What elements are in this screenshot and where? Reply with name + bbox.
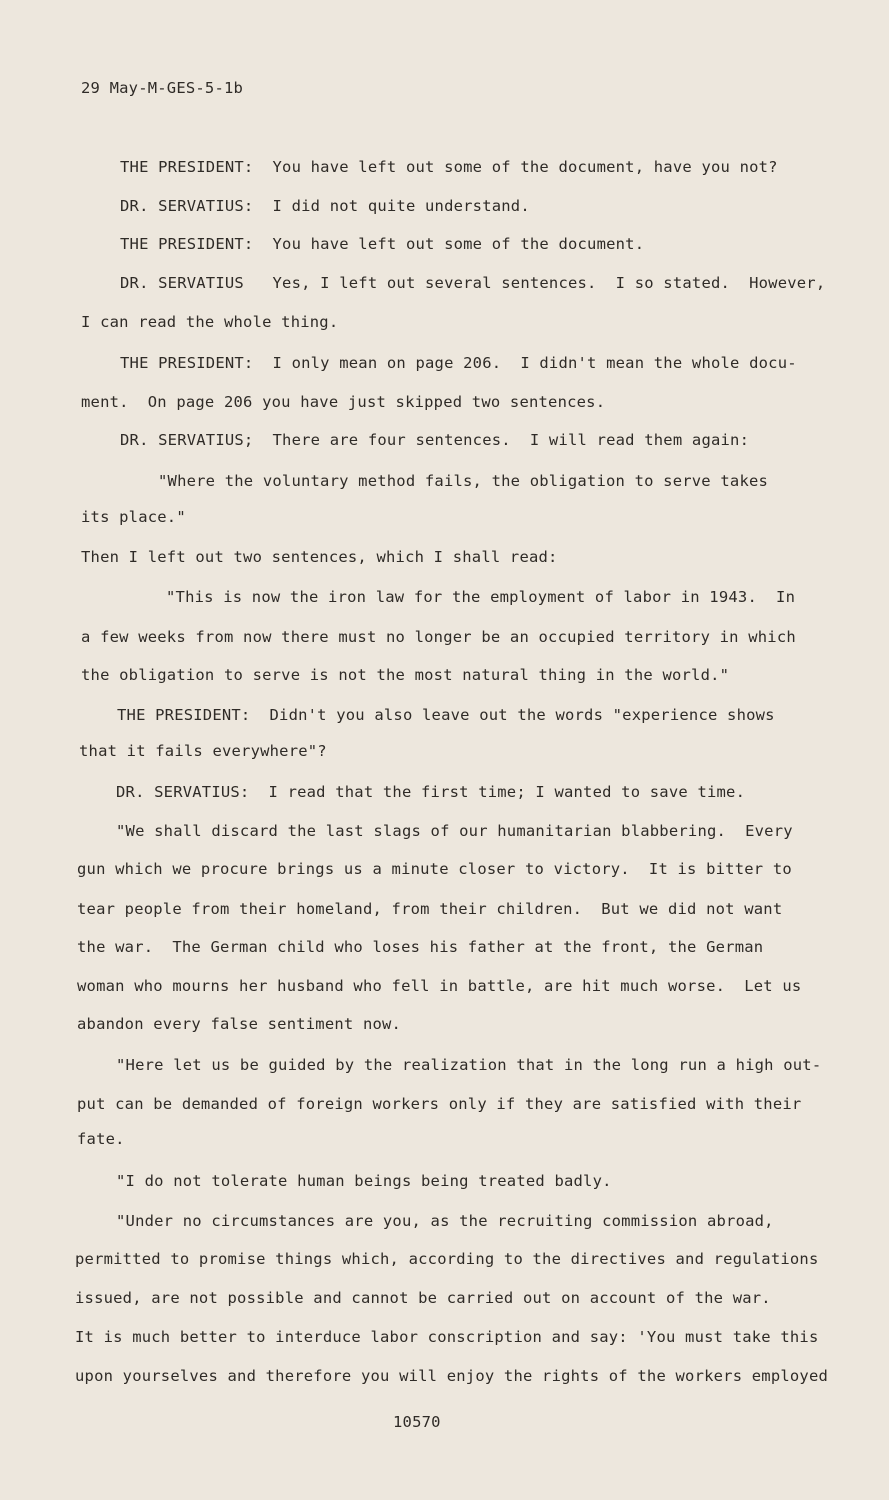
- text-line: put can be demanded of foreign workers only if they are satisfied with their: [77, 1095, 802, 1113]
- text-line: gun which we procure brings us a minute closer to victory. It is bitter to: [77, 860, 792, 878]
- text-line: "Where the voluntary method fails, the obligation to serve takes: [158, 472, 769, 490]
- text-line: fate.: [77, 1130, 125, 1148]
- text-line: THE PRESIDENT: You have left out some of the document.: [120, 235, 645, 253]
- text-line: upon yourselves and therefore you will enjoy the rights of the workers employed: [75, 1367, 829, 1385]
- text-line: "This is now the iron law for the employment of labor in 1943. In: [166, 588, 796, 606]
- text-line: Then I left out two sentences, which I shall read:: [81, 548, 558, 566]
- text-line: THE PRESIDENT: You have left out some of the document, have you not?: [120, 158, 778, 176]
- document-header: 29 May-M-GES-5-1b: [81, 79, 244, 97]
- text-line: THE PRESIDENT: I only mean on page 206. I didn't mean the whole docu-: [120, 354, 797, 372]
- text-line: "Here let us be guided by the realization that in the long run a high out-: [116, 1056, 822, 1074]
- text-line: tear people from their homeland, from their children. But we did not want: [77, 900, 783, 918]
- text-line: DR. SERVATIUS Yes, I left out several sentences. I so stated. However,: [120, 274, 826, 292]
- text-line: its place.": [81, 508, 186, 526]
- text-line: It is much better to interduce labor conscription and say: 'You must take this: [75, 1328, 819, 1346]
- text-line: abandon every false sentiment now.: [77, 1015, 402, 1033]
- text-line: DR. SERVATIUS; There are four sentences. I will read them again:: [120, 431, 750, 449]
- text-line: I can read the whole thing.: [81, 313, 339, 331]
- text-line: "Under no circumstances are you, as the recruiting commission abroad,: [116, 1212, 774, 1230]
- text-line: DR. SERVATIUS: I read that the first time; I wanted to save time.: [116, 783, 746, 801]
- text-line: "I do not tolerate human beings being treated badly.: [116, 1172, 612, 1190]
- page-number: 10570: [393, 1413, 441, 1431]
- text-line: issued, are not possible and cannot be carried out on account of the war.: [75, 1289, 771, 1307]
- text-line: DR. SERVATIUS: I did not quite understand.: [120, 197, 530, 215]
- text-line: permitted to promise things which, according to the directives and regulations: [75, 1250, 819, 1268]
- text-line: the obligation to serve is not the most natural thing in the world.": [81, 666, 730, 684]
- text-line: the war. The German child who loses his father at the front, the German: [77, 938, 764, 956]
- text-line: a few weeks from now there must no longer be an occupied territory in which: [81, 628, 796, 646]
- text-line: that it fails everywhere"?: [79, 742, 327, 760]
- text-line: ment. On page 206 you have just skipped two sentences.: [81, 393, 606, 411]
- text-line: woman who mourns her husband who fell in battle, are hit much worse. Let us: [77, 977, 802, 995]
- text-line: THE PRESIDENT: Didn't you also leave out the words "experience shows: [117, 706, 775, 724]
- text-line: "We shall discard the last slags of our humanitarian blabbering. Every: [116, 822, 793, 840]
